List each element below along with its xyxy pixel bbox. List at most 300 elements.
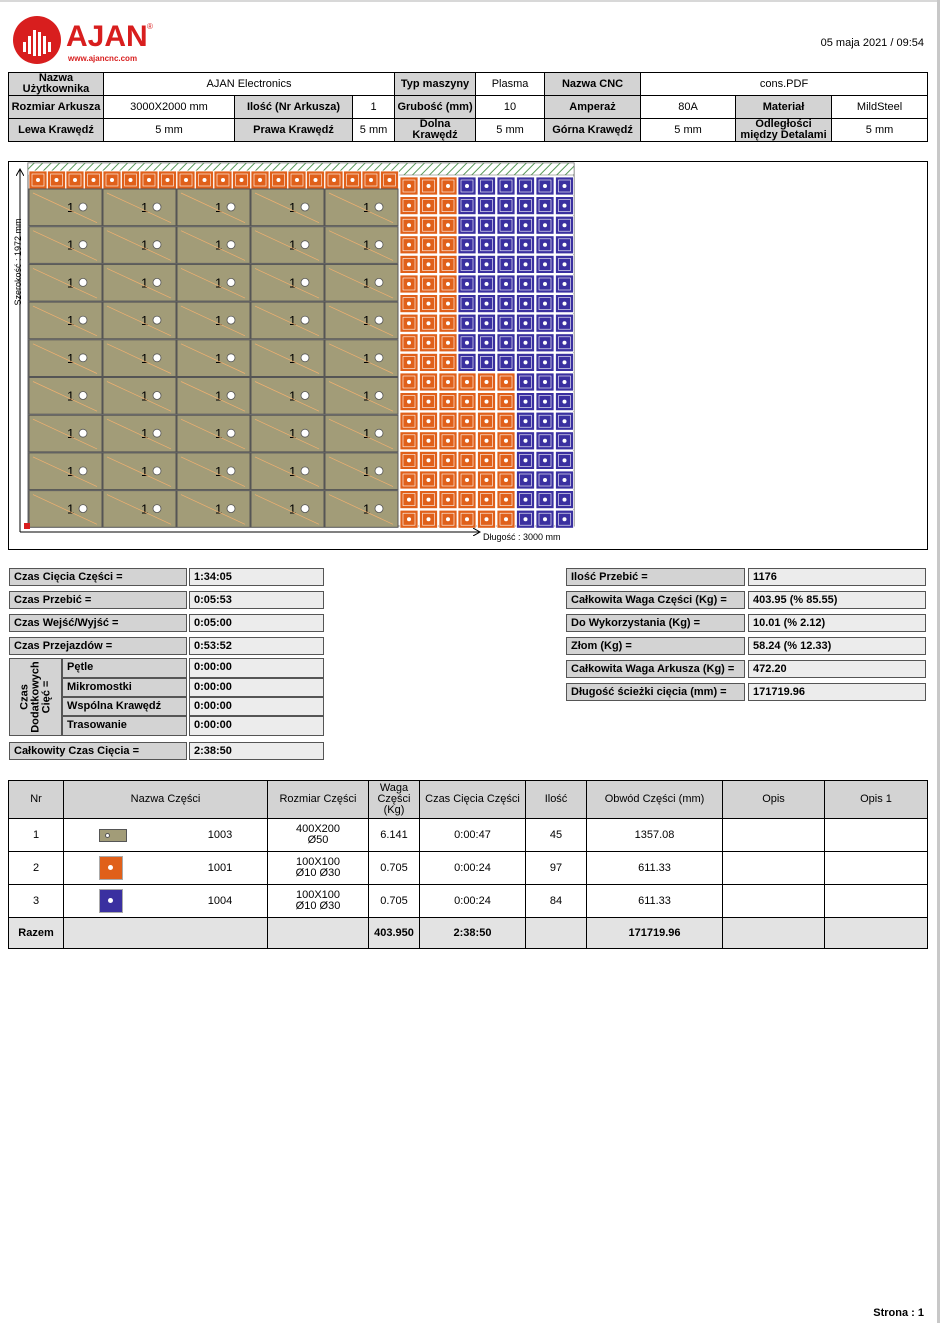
bottom-edge-label: Dolna Krawędź [395, 119, 476, 142]
total-part-weight-value: 403.95 (% 85.55) [748, 591, 926, 609]
orange-part-hole [240, 178, 244, 182]
orange-part-hole [485, 458, 489, 462]
large-part-hole [153, 467, 161, 475]
blue-part-hole [524, 341, 528, 345]
col-desc1: Opis 1 [825, 781, 928, 819]
blue-part-hole [524, 478, 528, 482]
large-part-label: 1 [363, 313, 371, 329]
orange-part-hole [407, 302, 411, 306]
large-part-label: 1 [67, 426, 75, 442]
blue-part-hole [543, 243, 547, 247]
origin-marker [24, 523, 30, 529]
large-part-hole [79, 278, 87, 286]
table-row [9, 885, 928, 918]
blue-part-hole [543, 498, 547, 502]
large-part-label: 1 [67, 237, 75, 253]
orange-part-hole [203, 178, 207, 182]
row-part-size [268, 819, 369, 852]
blue-part-hole [485, 204, 489, 208]
orange-part-hole [407, 419, 411, 423]
orange-part-hole [485, 419, 489, 423]
logo-url: www.ajancnc.com [68, 54, 138, 63]
blue-part-hole [543, 439, 547, 443]
large-part-label: 1 [141, 463, 149, 479]
blue-part-hole [504, 341, 508, 345]
large-part-hole [375, 429, 383, 437]
nesting-drawing-panel [8, 161, 928, 550]
blue-part-hole [465, 243, 469, 247]
orange-part-hole [332, 178, 336, 182]
blue-part-hole [524, 380, 528, 384]
large-part-hole [153, 505, 161, 513]
total-part-weight-label: Całkowita Waga Części (Kg) = [566, 591, 745, 609]
blue-part-hole [485, 243, 489, 247]
row-part-name-cell [64, 819, 268, 852]
blue-part-hole [563, 380, 567, 384]
orange-part-hole [446, 458, 450, 462]
user-name-label: Nazwa Użytkownika [9, 73, 104, 96]
row-size-holes: Ø50 [307, 834, 329, 846]
orange-part-hole [369, 178, 373, 182]
large-part-hole [153, 278, 161, 286]
orange-part-hole [485, 439, 489, 443]
blue-part-hole [543, 184, 547, 188]
scrap-value: 58.24 (% 12.33) [748, 637, 926, 655]
blue-part-hole [504, 262, 508, 266]
row-desc1 [825, 852, 928, 885]
blue-part-hole [563, 498, 567, 502]
orange-part-hole [407, 380, 411, 384]
blue-part-hole [563, 184, 567, 188]
orange-part-hole [407, 517, 411, 521]
orange-part-hole [485, 400, 489, 404]
blue-part-hole [465, 321, 469, 325]
left-edge-value: 5 mm [104, 119, 235, 142]
orange-part-hole [446, 360, 450, 364]
orange-part-hole [427, 400, 431, 404]
blue-part-hole [485, 282, 489, 286]
large-part-label: 1 [289, 350, 297, 366]
top-edge-value: 5 mm [641, 119, 736, 142]
large-part-label: 1 [289, 501, 297, 517]
total-cut-time-label: Całkowity Czas Cięcia = [9, 742, 187, 760]
amperage-label: Amperaż [545, 96, 641, 119]
row-cut-time: 0:00:24 [420, 852, 526, 885]
orange-part-hole [110, 178, 114, 182]
large-part-label: 1 [67, 200, 75, 215]
large-part-hole [227, 354, 235, 362]
nesting-drawing [9, 162, 927, 549]
blue-part-hole [485, 341, 489, 345]
row-size-dims: 100X100 [295, 856, 341, 868]
large-part-hole [79, 354, 87, 362]
orange-part-hole [446, 204, 450, 208]
orange-part-hole [446, 262, 450, 266]
blue-part-hole [524, 223, 528, 227]
orange-part-hole [427, 204, 431, 208]
row-weight: 6.141 [369, 819, 420, 852]
orange-part-hole [407, 321, 411, 325]
orange-part-hole [427, 380, 431, 384]
blue-part-hole [504, 204, 508, 208]
orange-part-hole [504, 498, 508, 502]
lead-in-out-time-value: 0:05:00 [189, 614, 324, 632]
large-part-label: 1 [215, 388, 223, 404]
blue-part-hole [524, 517, 528, 521]
total-sheet-weight-label: Całkowita Waga Arkusza (Kg) = [566, 660, 745, 678]
part-cut-time-value: 1:34:05 [189, 568, 324, 586]
blue-part-hole [485, 184, 489, 188]
blue-part-hole [524, 400, 528, 404]
length-label: Długość : 3000 mm [483, 532, 561, 542]
orange-part-hole [465, 439, 469, 443]
orange-part-hole [504, 419, 508, 423]
blue-part-hole [543, 341, 547, 345]
large-part-hole [301, 429, 309, 437]
large-part-label: 1 [141, 426, 149, 442]
row-cut-time: 0:00:47 [420, 819, 526, 852]
common-edge-label: Wspólna Krawędź [62, 697, 187, 716]
part-spacing-value: 5 mm [832, 119, 928, 142]
orange-part-hole [258, 178, 262, 182]
large-part-hole [79, 241, 87, 249]
large-part-label: 1 [141, 501, 149, 517]
blue-part-hole [563, 458, 567, 462]
width-label: Szerokość : 1972 mm [13, 218, 23, 306]
part-spacing-label: Odległości między Detalami [736, 119, 832, 142]
large-part-hole [301, 203, 309, 211]
orange-part-hole [446, 282, 450, 286]
orange-part-hole [407, 262, 411, 266]
blue-part-hole [465, 204, 469, 208]
orange-part-hole [314, 178, 318, 182]
blue-part-hole [563, 478, 567, 482]
blue-part-hole [563, 360, 567, 364]
large-part-hole [375, 392, 383, 400]
machine-type-label: Typ maszyny [395, 73, 476, 96]
blue-part-hole [543, 517, 547, 521]
blue-part-hole [485, 262, 489, 266]
large-part-label: 1 [67, 275, 75, 291]
blue-part-hole [563, 400, 567, 404]
info-row-2 [9, 96, 928, 119]
orange-part-hole [427, 439, 431, 443]
orange-part-hole [36, 178, 40, 182]
row-desc [723, 852, 825, 885]
amperage-value: 80A [641, 96, 736, 119]
page-number: Strona : 1 [873, 1307, 924, 1319]
total-empty-size [268, 918, 369, 949]
large-part-hole [301, 467, 309, 475]
table-row [9, 852, 928, 885]
material-value: MildSteel [832, 96, 928, 119]
orange-part-hole [446, 321, 450, 325]
blue-part-hole [504, 302, 508, 306]
microjoints-label: Mikromostki [62, 678, 187, 697]
marking-value: 0:00:00 [189, 716, 324, 736]
blue-part-hole [563, 341, 567, 345]
large-part-label: 1 [215, 237, 223, 253]
orange-part-hole [504, 439, 508, 443]
large-part-label: 1 [141, 313, 149, 329]
orange-part-hole [73, 178, 77, 182]
blue-part-hole [465, 184, 469, 188]
col-part-size: Rozmiar Części [268, 781, 369, 819]
large-part-hole [301, 241, 309, 249]
large-part-label: 1 [215, 313, 223, 329]
row-desc [723, 819, 825, 852]
large-part-label: 1 [363, 237, 371, 253]
orange-part-hole [407, 243, 411, 247]
large-part-hole [227, 392, 235, 400]
blue-part-hole [504, 184, 508, 188]
orange-part-hole [427, 360, 431, 364]
orange-part-hole [407, 439, 411, 443]
thickness-label: Grubość (mm) [395, 96, 476, 119]
orange-part-hole [446, 517, 450, 521]
part-cut-time-label: Czas Cięcia Części = [9, 568, 187, 586]
cut-path-length-value: 171719.96 [748, 683, 926, 701]
blue-part-hole [485, 223, 489, 227]
large-part-label: 1 [141, 237, 149, 253]
large-part-hole [301, 278, 309, 286]
large-part-label: 1 [363, 463, 371, 479]
blue-part-hole [524, 321, 528, 325]
blue-part-hole [465, 360, 469, 364]
large-part-hole [301, 392, 309, 400]
orange-part-hole [485, 478, 489, 482]
sheet-qty-value: 1 [353, 96, 395, 119]
page-top-edge [0, 0, 940, 2]
blue-part-hole [543, 321, 547, 325]
large-part-label: 1 [363, 350, 371, 366]
row-part-name-cell [64, 852, 268, 885]
row-qty: 97 [526, 852, 587, 885]
large-part-hole [375, 278, 383, 286]
row-part-name: 1004 [207, 894, 233, 907]
blue-part-hole [504, 223, 508, 227]
material-label: Materiał [736, 96, 832, 119]
loops-value: 0:00:00 [189, 658, 324, 678]
blue-part-hole [504, 243, 508, 247]
common-edge-value: 0:00:00 [189, 697, 324, 716]
loops-label: Pętle [62, 658, 187, 678]
orange-part-hole [485, 380, 489, 384]
blue-part-hole [504, 321, 508, 325]
large-part-label: 1 [289, 200, 297, 215]
usable-remnant-value: 10.01 (% 2.12) [748, 614, 926, 632]
orange-part-hole [427, 341, 431, 345]
orange-part-hole [427, 223, 431, 227]
large-part-hole [375, 203, 383, 211]
orange-part-hole [446, 478, 450, 482]
orange-part-hole [129, 178, 133, 182]
orange-part-hole [446, 184, 450, 188]
blue-part-hole [524, 302, 528, 306]
large-part-hole [79, 316, 87, 324]
right-edge-label: Prawa Krawędź [235, 119, 353, 142]
large-part-label: 1 [141, 388, 149, 404]
large-part-hole [227, 316, 235, 324]
col-part-name: Nazwa Części [64, 781, 268, 819]
bottom-edge-value: 5 mm [476, 119, 545, 142]
large-part-label: 1 [363, 275, 371, 291]
blue-part-hole [543, 360, 547, 364]
blue-part-hole [465, 223, 469, 227]
row-part-name: 1003 [207, 828, 233, 841]
blue-part-hole [563, 321, 567, 325]
total-perimeter: 171719.96 [587, 918, 723, 949]
blue-part-hole [563, 419, 567, 423]
large-part-label: 1 [289, 275, 297, 291]
orange-part-hole [504, 458, 508, 462]
orange-part-hole [446, 419, 450, 423]
scrap-label: Złom (Kg) = [566, 637, 745, 655]
travel-time-value: 0:53:52 [189, 637, 324, 655]
orange-part-hole [465, 458, 469, 462]
large-part-label: 1 [141, 350, 149, 366]
blue-part-hole [563, 204, 567, 208]
orange-part-hole [446, 380, 450, 384]
blue-part-hole [485, 360, 489, 364]
total-empty-name [64, 918, 268, 949]
orange-part-hole [407, 360, 411, 364]
report-date: 05 maja 2021 / 09:54 [820, 37, 924, 49]
row-size-holes: Ø10 Ø30 [295, 867, 341, 879]
blue-part-hole [524, 204, 528, 208]
blue-part-hole [563, 517, 567, 521]
row-desc [723, 885, 825, 918]
orange-part-hole [407, 400, 411, 404]
large-part-hole [375, 316, 383, 324]
large-part-hole [227, 505, 235, 513]
orange-part-hole [427, 262, 431, 266]
blue-part-hole [524, 419, 528, 423]
top-edge-label: Górna Krawędź [545, 119, 641, 142]
orange-part-hole [465, 400, 469, 404]
blue-part-hole [465, 341, 469, 345]
large-part-hole [227, 241, 235, 249]
orange-part-hole [277, 178, 281, 182]
right-edge-value: 5 mm [353, 119, 395, 142]
col-part-cut-time: Czas Cięcia Części [420, 781, 526, 819]
info-row-3 [9, 119, 928, 142]
large-part-label: 1 [363, 388, 371, 404]
blue-part-hole [543, 458, 547, 462]
large-part-label: 1 [215, 200, 223, 215]
blue-part-hole [563, 262, 567, 266]
orange-part-hole [427, 321, 431, 325]
col-desc: Opis [723, 781, 825, 819]
blue-part-hole [563, 243, 567, 247]
blue-part-hole [524, 458, 528, 462]
large-part-hole [153, 203, 161, 211]
row-size-holes: Ø10 Ø30 [295, 900, 341, 912]
row-cut-time: 0:00:24 [420, 885, 526, 918]
usable-remnant-label: Do Wykorzystania (Kg) = [566, 614, 745, 632]
orange-part-hole [427, 517, 431, 521]
pierce-time-label: Czas Przebić = [9, 591, 187, 609]
large-part-hole [227, 278, 235, 286]
orange-part-hole [465, 498, 469, 502]
table-row [9, 819, 928, 852]
large-part-hole [301, 505, 309, 513]
row-qty: 45 [526, 819, 587, 852]
orange-part-hole [504, 517, 508, 521]
large-part-label: 1 [215, 350, 223, 366]
large-part-label: 1 [67, 501, 75, 517]
large-part-hole [301, 354, 309, 362]
large-part-label: 1 [141, 200, 149, 215]
col-part-weight: Waga Części (Kg) [369, 781, 420, 819]
info-row-1 [9, 73, 928, 96]
parts-table [8, 780, 928, 949]
row-perimeter: 1357.08 [587, 819, 723, 852]
large-part-hole [301, 316, 309, 324]
row-weight: 0.705 [369, 852, 420, 885]
orange-part-hole [427, 282, 431, 286]
large-part-label: 1 [67, 463, 75, 479]
orange-part-hole [407, 282, 411, 286]
blue-part-hole [543, 282, 547, 286]
blue-part-hole [524, 282, 528, 286]
large-part-label: 1 [363, 501, 371, 517]
blue-part-hole [563, 439, 567, 443]
logo-name: AJAN [66, 20, 148, 53]
blue-part-hole [543, 419, 547, 423]
orange-part-hole [485, 517, 489, 521]
blue-part-hole [543, 262, 547, 266]
blue-part-hole [543, 478, 547, 482]
blue-part-hole [543, 223, 547, 227]
orange-part-hole [427, 419, 431, 423]
orange-part-hole [166, 178, 170, 182]
blue-part-hole [524, 439, 528, 443]
orange-part-hole [407, 341, 411, 345]
row-part-name: 1001 [207, 861, 233, 874]
large-part-label: 1 [215, 426, 223, 442]
machine-type-value: Plasma [476, 73, 545, 96]
total-empty-desc [723, 918, 825, 949]
orange-part-hole [407, 223, 411, 227]
row-part-size [268, 885, 369, 918]
large-part-hole [375, 505, 383, 513]
user-name-value: AJAN Electronics [104, 73, 395, 96]
orange-part-hole [407, 498, 411, 502]
large-part-hole [153, 354, 161, 362]
orange-part-hole [55, 178, 59, 182]
large-part-hole [79, 203, 87, 211]
orange-part-hole [407, 458, 411, 462]
orange-part-hole [147, 178, 151, 182]
large-part-hole [227, 429, 235, 437]
orange-part-hole [485, 498, 489, 502]
total-empty-qty [526, 918, 587, 949]
orange-part-hole [221, 178, 225, 182]
travel-time-label: Czas Przejazdów = [9, 637, 187, 655]
blue-part-hole [485, 321, 489, 325]
parts-header-row [9, 781, 928, 819]
total-label: Razem [9, 918, 64, 949]
orange-part-hole [427, 184, 431, 188]
blue-part-hole [563, 302, 567, 306]
large-part-label: 1 [289, 388, 297, 404]
col-perimeter: Obwód Części (mm) [587, 781, 723, 819]
large-part-hole [227, 203, 235, 211]
orange-part-hole [504, 478, 508, 482]
row-perimeter: 611.33 [587, 885, 723, 918]
blue-part-hole [563, 223, 567, 227]
